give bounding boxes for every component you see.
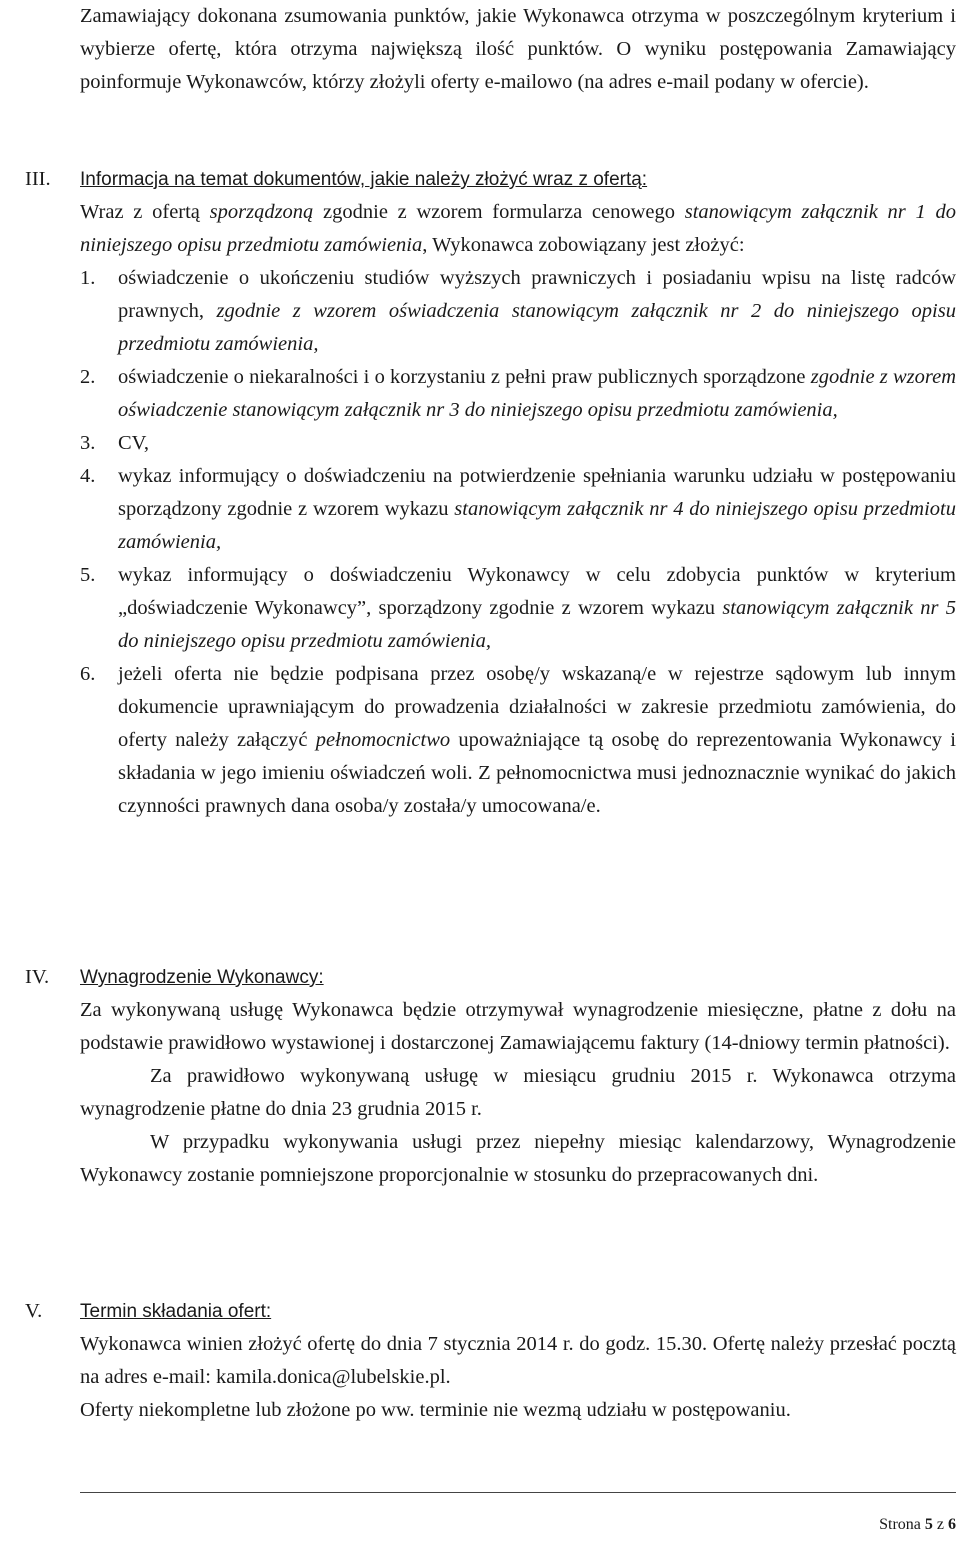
list-item [80, 460, 956, 559]
lead-text-b: sporządzoną [209, 201, 314, 223]
section-4-number: IV. [25, 966, 50, 988]
list-item-text [118, 361, 956, 427]
intro-paragraph: Zamawiający dokonana zsumowania punktów, jakie Wykonawca otrzyma w poszczególnym kryterium i wybierze ofertę, która otrzyma największą ilość punktów. O wyniku postępowania Zamawiający poinformuje Wykonawców, którzy złożyli oferty e-mailowo (na adres e-mail podany w ofercie). [80, 5, 956, 93]
section-4-paragraph-1: Za wykonywaną usługę Wykonawca będzie otrzymywał wynagrodzenie miesięczne, płatne z dołu na podstawie prawidłowo wystawionej i dostarczonej Zamawiającemu faktury (14-dniowy termin płatności). [80, 999, 956, 1054]
list-item-text [118, 559, 956, 658]
list-item [80, 427, 956, 460]
section-5 [80, 1295, 956, 1427]
list-item-number: 5. [80, 564, 96, 586]
item-text-plain-2: upoważniające tą osobę do reprezentowania Wykonawcy i składania w jego imieniu oświadczeń woli. Z pełnomocnictwa musi jednoznacznie wynikać do jakich czynności prawnych dana osoba/y została/y umocowana/e. [118, 729, 956, 817]
list-item [80, 658, 956, 823]
item-text-italic: zgodnie z wzorem oświadczenia stanowiącym załącznik nr 2 do niniejszego opisu przedmiotu zamówienia, [118, 300, 956, 355]
section-3-lead [80, 196, 956, 262]
section-3 [80, 163, 956, 823]
section-3-number: III. [25, 168, 51, 190]
list-item-text [118, 658, 956, 823]
lead-text-e: , Wykonawca zobowiązany jest złożyć: [422, 234, 745, 256]
list-item-number: 4. [80, 465, 96, 487]
section-3-title: Informacja na temat dokumentów, jakie należy złożyć wraz z ofertą: [80, 169, 648, 190]
item-text-italic: stanowiącym załącznik nr 5 do niniejszego opisu przedmiotu zamówienia, [118, 597, 956, 652]
list-item-text [118, 427, 956, 460]
page-number-mid: z [932, 1516, 948, 1533]
item-text-plain: oświadczenie o niekaralności i o korzystaniu z pełni praw publicznych sporządzone [118, 366, 811, 388]
item-text-plain: oświadczenie o ukończeniu studiów wyższych prawniczych i posiadaniu wpisu na listę radców prawnych, [118, 267, 956, 322]
section-4-paragraph-3: W przypadku wykonywania usługi przez niepełny miesiąc kalendarzowy, Wynagrodzenie Wykonawcy zostanie pomniejszone proporcjonalnie w stosunku do przepracowanych dni. [80, 1131, 956, 1186]
page-number [879, 1516, 956, 1534]
section-5-number: V. [25, 1300, 43, 1322]
item-text-plain: jeżeli oferta nie będzie podpisana przez osobę/y wskazaną/e w rejestrze sądowym lub innym dokumencie uprawniającym do prowadzenia działalności w zakresie przedmiotu zamówienia, do oferty należy załączyć [118, 663, 956, 751]
list-item-text [118, 460, 956, 559]
list-item-number: 2. [80, 366, 96, 388]
section-4 [80, 961, 956, 1192]
page-number-prefix: Strona [879, 1516, 925, 1533]
item-text-italic: pełnomocnictwo [315, 729, 451, 751]
item-text-italic: stanowiącym załącznik nr 4 do niniejszego opisu przedmiotu zamówienia, [118, 498, 957, 553]
list-item-number: 6. [80, 663, 96, 685]
section-5-paragraph-2: Oferty niekompletne lub złożone po ww. terminie nie wezmą udziału w postępowaniu. [80, 1399, 791, 1421]
item-text-plain: wykaz informujący o doświadczeniu Wykonawcy w celu zdobycia punktów w kryterium „doświadczenie Wykonawcy”, sporządzony zgodnie z wzorem wykazu [118, 564, 956, 619]
section-5-title: Termin składania ofert: [80, 1301, 272, 1322]
list-item [80, 559, 956, 658]
list-item-text [118, 262, 956, 361]
list-item [80, 262, 956, 361]
section-5-paragraph-1: Wykonawca winien złożyć ofertę do dnia 7 stycznia 2014 r. do godz. 15.30. Ofertę należy przesłać pocztą na adres e-mail: kamila.donica@lubelskie.pl. [80, 1333, 956, 1388]
item-text-italic: zgodnie z wzorem oświadczenie stanowiącym załącznik nr 3 do niniejszego opisu przedmiotu zamówienia, [118, 366, 956, 421]
lead-text-c: zgodnie z wzorem formularza cenowego [313, 201, 685, 223]
section-4-title: Wynagrodzenie Wykonawcy: [80, 967, 324, 988]
page-number-total: 6 [948, 1516, 956, 1533]
footer-divider [80, 1492, 956, 1493]
lead-text-a: Wraz z ofertą [80, 201, 210, 223]
lead-text-d: stanowiącym załącznik nr 1 do niniejszego opisu przedmiotu zamówienia [80, 201, 956, 256]
list-item-number: 1. [80, 267, 96, 289]
page-number-current: 5 [924, 1516, 933, 1533]
item-text-plain: CV, [118, 432, 149, 454]
item-text-plain: wykaz informujący o doświadczeniu na potwierdzenie spełniania warunku udziału w postępowaniu sporządzony zgodnie z wzorem wykazu [118, 465, 956, 520]
intro-block [80, 0, 956, 99]
list-item [80, 361, 956, 427]
list-item-number: 3. [80, 432, 96, 454]
section-4-paragraph-2: Za prawidłowo wykonywaną usługę w miesiącu grudniu 2015 r. Wykonawca otrzyma wynagrodzenie płatne do dnia 23 grudnia 2015 r. [80, 1065, 956, 1120]
